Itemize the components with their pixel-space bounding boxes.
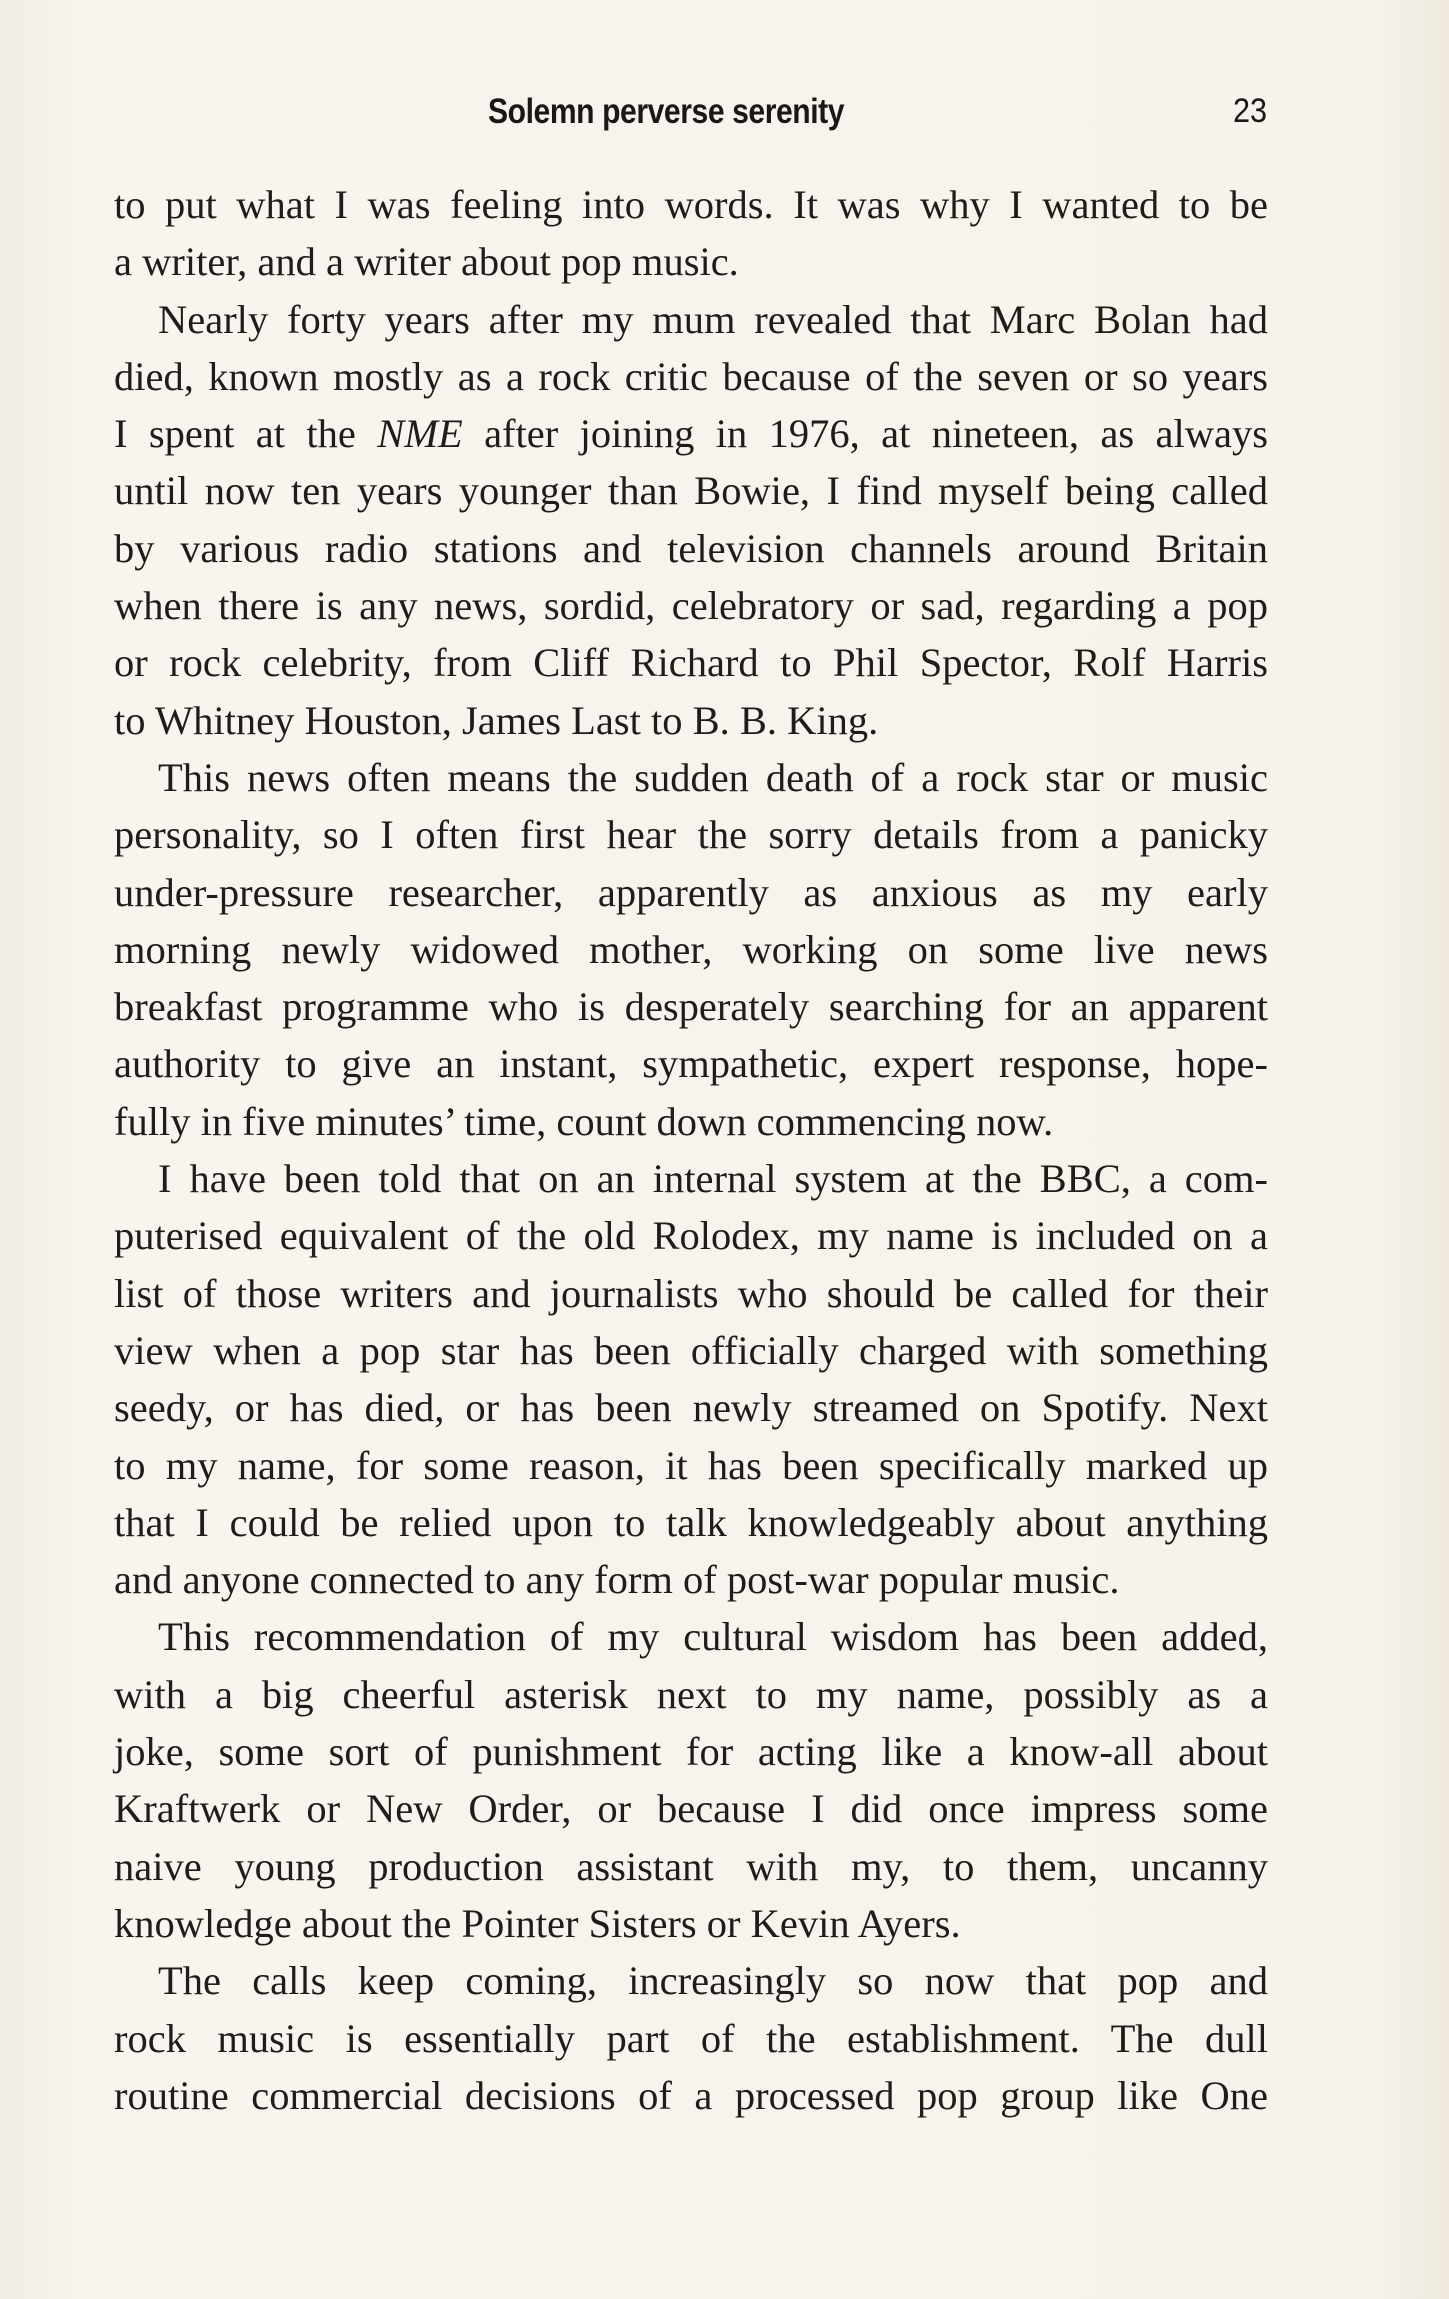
paragraph-5 <box>114 1608 1268 1952</box>
text-line: under-pressure researcher, apparently as anxious as my early <box>114 869 1268 915</box>
text-line: Nearly forty years after my mum revealed that Marc Bolan had <box>158 296 1268 342</box>
text-line: joke, some sort of punishment for acting like a know-all about <box>114 1729 1268 1775</box>
page-number: 23 <box>1233 92 1268 130</box>
text-line: view when a pop star has been officially charged with something <box>114 1327 1268 1373</box>
text-line: morning newly widowed mother, working on some live news <box>114 926 1268 972</box>
text-line: Kraftwerk or New Order, or because I did once impress some <box>114 1786 1268 1832</box>
text-line: The calls keep coming, increasingly so now that pop and <box>158 1958 1268 2004</box>
text-line: This news often means the sudden death of a rock star or music <box>158 754 1268 800</box>
text-line: puterised equivalent of the old Rolodex, my name is included on a <box>114 1213 1268 1259</box>
text-line: to Whitney Houston, James Last to B. B. King. <box>114 697 879 743</box>
text-line: when there is any news, sordid, celebratory or sad, regarding a pop <box>114 583 1268 629</box>
text-line: breakfast programme who is desperately searching for an apparent <box>114 984 1268 1030</box>
text-line: to my name, for some reason, it has been specifically marked up <box>114 1442 1268 1488</box>
body-text <box>114 176 1268 2124</box>
text-line: a writer, and a writer about pop music. <box>114 239 739 285</box>
paragraph-6 <box>114 1952 1268 2124</box>
text-line: routine commercial decisions of a processed pop group like One <box>114 2072 1268 2118</box>
text-line: until now ten years younger than Bowie, I find myself being called <box>114 468 1268 514</box>
text-line: or rock celebrity, from Cliff Richard to Phil Spector, Rolf Harris <box>114 640 1268 686</box>
text-line: authority to give an instant, sympathetic, expert response, hope- <box>114 1041 1268 1087</box>
text-line: naive young production assistant with my, to them, uncanny <box>114 1843 1268 1889</box>
text-line: I spent at the NME after joining in 1976, at nineteen, as always <box>114 411 1268 457</box>
paragraph-3 <box>114 749 1268 1150</box>
paragraph-1 <box>114 176 1268 291</box>
running-head <box>0 92 1449 142</box>
text-line: I have been told that on an internal system at the BBC, a com- <box>158 1156 1268 1202</box>
text-line: This recommendation of my cultural wisdom has been added, <box>158 1614 1268 1660</box>
text-line: rock music is essentially part of the establishment. The dull <box>114 2015 1268 2061</box>
text-line: and anyone connected to any form of post-war popular music. <box>114 1557 1120 1603</box>
chapter-title: Solemn perverse serenity <box>488 92 845 131</box>
text-line: that I could be relied upon to talk knowledgeably about anything <box>114 1499 1268 1545</box>
text-line: list of those writers and journalists who should be called for their <box>114 1270 1268 1316</box>
publication-name: NME <box>377 411 463 457</box>
text-line: personality, so I often first hear the sorry details from a panicky <box>114 812 1268 858</box>
text-line: knowledge about the Pointer Sisters or Kevin Ayers. <box>114 1900 961 1946</box>
text-line: died, known mostly as a rock critic because of the seven or so years <box>114 353 1268 399</box>
text-line: to put what I was feeling into words. It was why I wanted to be <box>114 182 1268 227</box>
paragraph-4 <box>114 1150 1268 1608</box>
text-line: fully in five minutes’ time, count down commencing now. <box>114 1098 1054 1144</box>
text-line: with a big cheerful asterisk next to my name, possibly as a <box>114 1671 1268 1717</box>
paragraph-2 <box>114 291 1268 749</box>
text-line: seedy, or has died, or has been newly streamed on Spotify. Next <box>114 1385 1268 1431</box>
text-line: by various radio stations and television channels around Britain <box>114 525 1268 571</box>
